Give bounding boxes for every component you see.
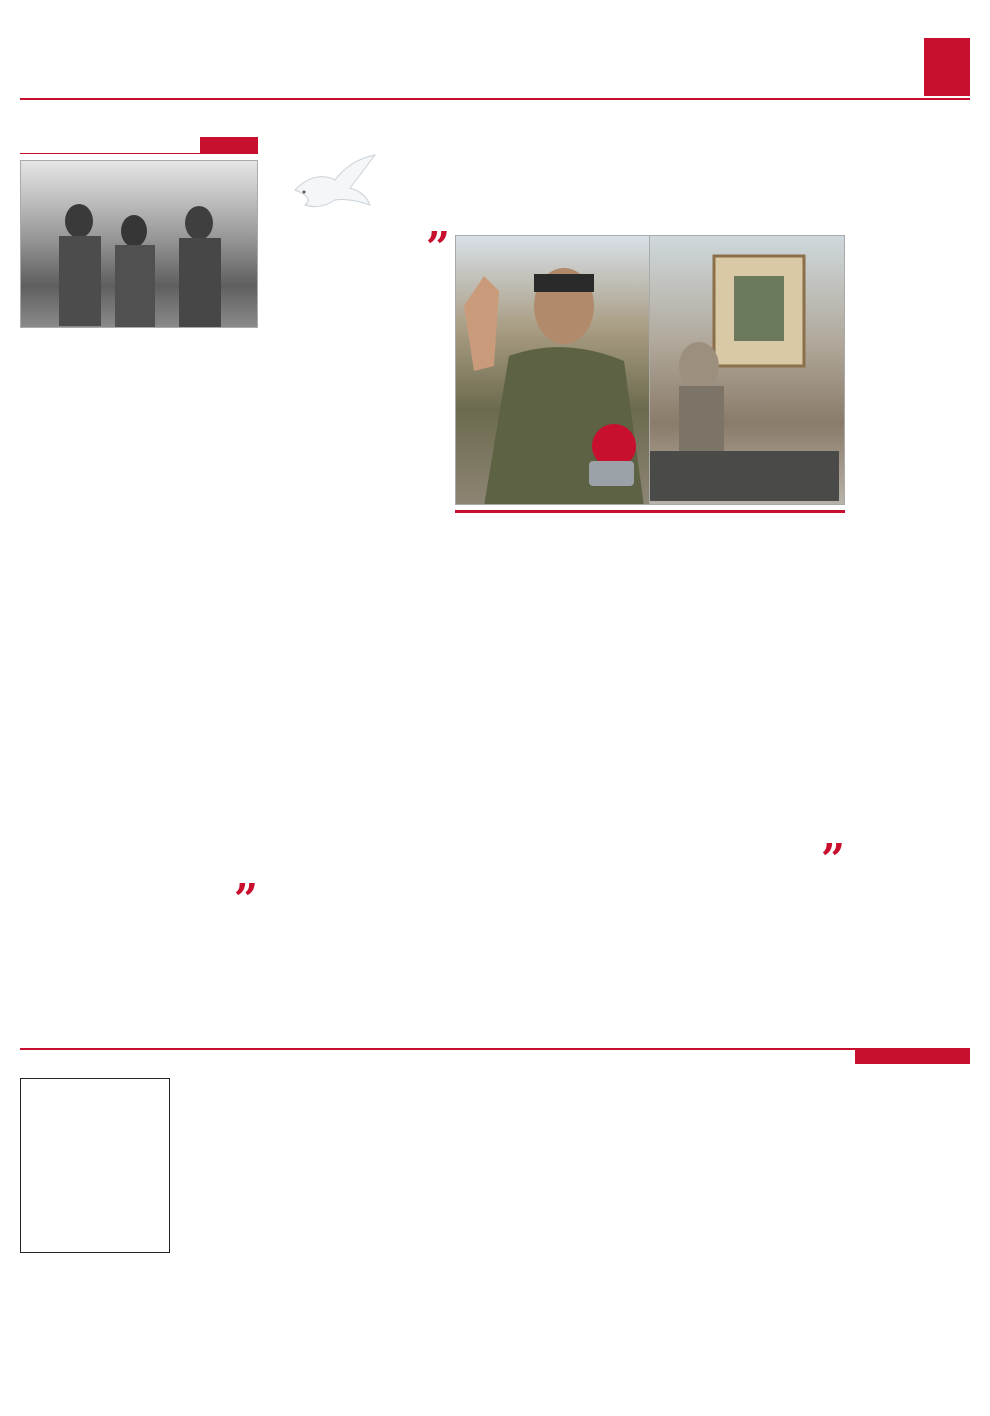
article-column-4	[455, 614, 593, 1044]
sidebar-quote-icon: ”	[233, 875, 258, 924]
mini-crossword-grid	[175, 1262, 315, 1402]
puzzle-divider	[20, 1048, 970, 1050]
sidebar-top-rule	[20, 153, 258, 154]
newspaper-logo	[924, 38, 970, 96]
sidebar-photo-credit	[232, 170, 254, 320]
masthead	[10, 38, 970, 96]
photo-martyr-portrait	[455, 235, 650, 505]
sidebar-pullquote	[140, 915, 258, 1040]
crossword-grid	[655, 1092, 951, 1382]
sidebar-photo-soldiers	[20, 160, 258, 328]
article-column-3	[600, 614, 720, 1044]
photo-father-grave	[640, 235, 845, 505]
header-divider	[20, 98, 970, 100]
article-column-2	[730, 614, 845, 844]
crossword-row-numbers	[955, 1092, 975, 1382]
article-column-1	[855, 232, 970, 1042]
quote-mark-icon-top: ”	[425, 223, 450, 272]
pullquote-bottom	[730, 888, 845, 1038]
dove-icon	[290, 150, 378, 220]
down-clues	[320, 1326, 645, 1402]
quote-mark-icon: ”	[820, 835, 845, 884]
sidebar-column-a	[140, 414, 258, 854]
across-clues	[320, 1162, 645, 1302]
photo-divider	[455, 510, 845, 513]
sidebar-column-b	[20, 414, 132, 1040]
designer-credit	[320, 1076, 645, 1088]
sidebar-tab	[200, 137, 258, 153]
puzzle-tab	[855, 1050, 970, 1064]
crossword-column-numbers	[655, 1072, 951, 1090]
pullquote-top	[330, 258, 448, 398]
sudoku-grid	[20, 1078, 170, 1253]
article-lead	[455, 518, 845, 610]
article-column-5	[330, 404, 448, 1044]
